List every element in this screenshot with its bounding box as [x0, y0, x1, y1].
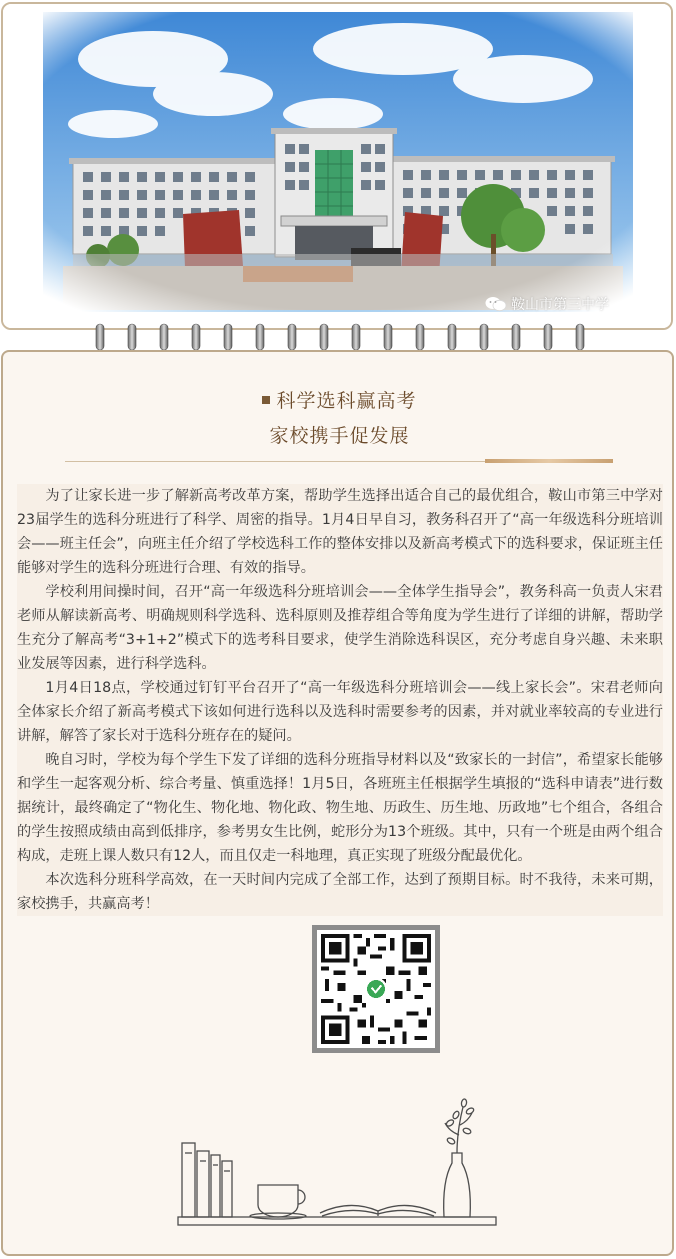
paragraph: 1月4日18点，学校通过钉钉平台召开了“高一年级选科分班培训会——线上家长会”。宋君老师向全体家长介绍了新高考模式下该如何进行选科以及选科时需要参考的因素，并对就业率较高的专业进行讲解，解答了家长对于选科分班存在的疑问。: [17, 680, 663, 744]
title-line-1: 科学选科赢高考: [276, 390, 417, 412]
paragraph: 晚自习时，学校为每个学生下发了详细的选科分班指导材料以及“致家长的一封信”，希望家长能够和学生一起客观分析、综合考量、慎重选择！1月5日，各班班主任根据学生填报的“选科申请表”进行数据统计，最终确定了“物化生、物化地、物化政、物生地、历政生、历生地、历政地”七个组合，各组合的学生按照成绩由高到低排序，参考男女生比例，蛇形分为13个班级。其中，只有一个班是由两个组合构成，走班上课人数只有12人，而且仅走一科地理，真正实现了班级分配最优化。: [17, 752, 663, 864]
title-bullet-icon: [262, 396, 270, 404]
title-line-2: 家校携手促发展: [269, 425, 410, 447]
paragraph: 本次选科分班科学高效，在一天时间内完成了全部工作，达到了预期目标。时不我待，未来可期，家校携手，共赢高考！: [17, 872, 663, 912]
title-divider-accent: [485, 459, 613, 463]
paragraph: 学校利用间操时间，召开“高一年级选科分班培训会——全体学生指导会”，教务科高一负责人宋君老师从解读新高考、明确规则科学选科、选科原则及推荐组合等角度为学生进行了详细的讲解，帮助学生充分了解高考“3+1+2”模式下的选考科目要求，使学生消除选科误区，充分考虑自身兴趣、未来职业发展等因素，进行科学选科。: [17, 584, 663, 672]
school-photo-card: [1, 2, 673, 330]
wechat-icon: [485, 296, 507, 312]
watermark: [485, 294, 609, 314]
books-cup-vase-illustration: [170, 1095, 500, 1230]
qr-code-icon: [317, 930, 435, 1048]
watermark-text: 鞍山市第三中学: [511, 297, 609, 313]
paragraph: 为了让家长进一步了解新高考改革方案，帮助学生选择出适合自己的最优组合，鞍山市第三中学对23届学生的选科分班进行了科学、周密的指导。1月4日早自习，教务科召开了“高一年级选科分班培训会——班主任会”，向班主任介绍了学校选科工作的整体安排以及新高考模式下的选科要求，保证班主任能够对学生的选科分班进行合理、有效的指导。: [17, 488, 663, 576]
school-building-photo: [3, 4, 673, 330]
qr-code[interactable]: [312, 925, 440, 1053]
article-title: [3, 386, 676, 448]
article-body: [17, 484, 663, 916]
